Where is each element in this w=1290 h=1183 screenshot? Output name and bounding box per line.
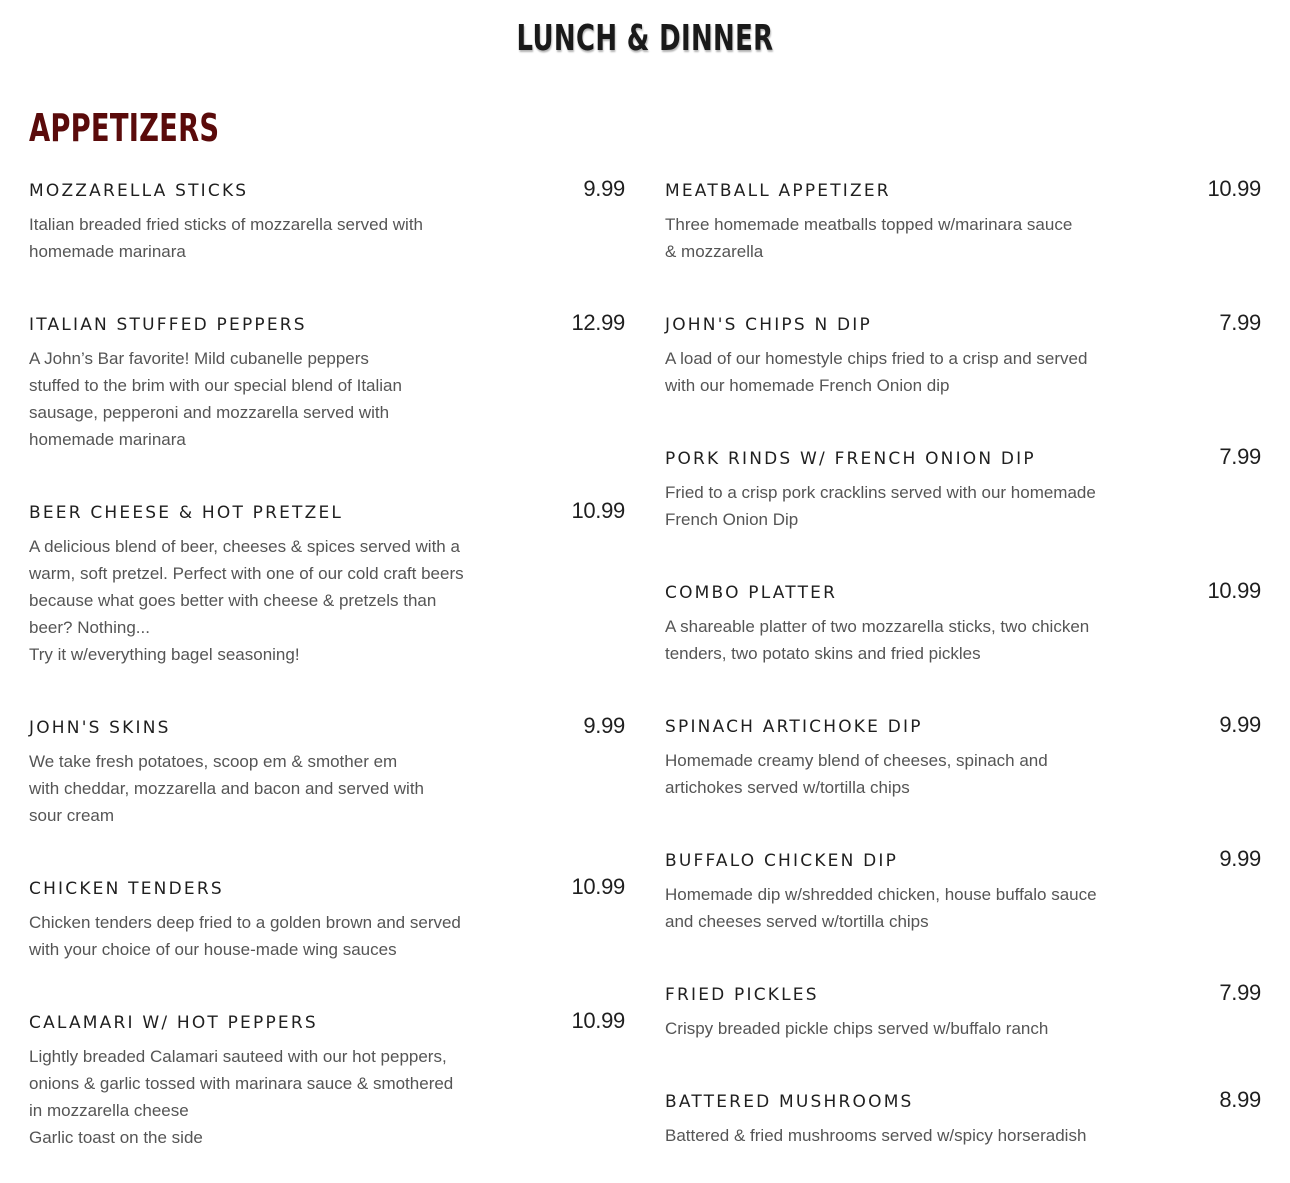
menu-item-name: FRIED PICKLES (665, 985, 819, 1005)
menu-item-description: Homemade creamy blend of cheeses, spinach and artichokes served w/tortilla chips (665, 751, 1048, 797)
menu-item-description: Three homemade meatballs topped w/marinara sauce & mozzarella (665, 215, 1073, 261)
menu-item-name: JOHN'S SKINS (29, 718, 171, 738)
menu-item-header (29, 713, 625, 739)
menu-item-description: Fried to a crisp pork cracklins served with our homemade French Onion Dip (665, 483, 1096, 529)
menu-item-description: We take fresh potatoes, scoop em & smother em with cheddar, mozzarella and bacon and served with sour cream (29, 752, 425, 825)
menu-item (665, 310, 1261, 399)
menu-item-price: 9.99 (583, 176, 625, 201)
menu-item-price: 9.99 (1219, 846, 1261, 871)
menu-item-header (29, 176, 625, 202)
section-title-appetizers: APPETIZERS (29, 106, 220, 150)
menu-item (665, 846, 1261, 935)
page-title: LUNCH & DINNER (516, 18, 774, 59)
menu-item-name: JOHN'S CHIPS N DIP (665, 315, 872, 335)
menu-item-price: 7.99 (1219, 980, 1261, 1005)
menu-item-header (29, 874, 625, 900)
menu-item-name: PORK RINDS W/ FRENCH ONION DIP (665, 449, 1036, 469)
menu-item-price: 7.99 (1219, 444, 1261, 469)
menu-item-description: Battered & fried mushrooms served w/spicy horseradish (665, 1126, 1087, 1145)
menu-item (665, 578, 1261, 667)
menu-item-description: A load of our homestyle chips fried to a crisp and served with our homemade French Onion dip (665, 349, 1088, 395)
menu-item-header (29, 310, 625, 336)
menu-item (665, 980, 1261, 1042)
menu-item (665, 712, 1261, 801)
menu-item-header (665, 578, 1261, 604)
menu-item-header (665, 176, 1261, 202)
menu-item-name: CHICKEN TENDERS (29, 879, 224, 899)
menu-item-description: A delicious blend of beer, cheeses & spices served with a warm, soft pretzel. Perfect with one of our cold craft beers because what goes better with cheese & pretzels than beer? Nothing... Try it w/everything bagel seasoning! (29, 537, 464, 664)
menu-item-price: 9.99 (583, 713, 625, 738)
menu-item-description: A shareable platter of two mozzarella sticks, two chicken tenders, two potato skins and fried pickles (665, 617, 1090, 663)
menu-item (29, 310, 625, 453)
menu-item (29, 498, 625, 668)
menu-item-price: 10.99 (1207, 176, 1261, 201)
menu-item (29, 1008, 625, 1151)
menu-item-name: SPINACH ARTICHOKE DIP (665, 717, 923, 737)
menu-item-price: 10.99 (1207, 578, 1261, 603)
menu-item-name: BATTERED MUSHROOMS (665, 1092, 914, 1112)
menu-item (665, 444, 1261, 533)
menu-item-description: Lightly breaded Calamari sauteed with our hot peppers, onions & garlic tossed with marinara sauce & smothered in mozzarella cheese Garlic toast on the side (29, 1047, 454, 1147)
menu-item-header (665, 1087, 1261, 1113)
menu-item-description: Homemade dip w/shredded chicken, house buffalo sauce and cheeses served w/tortilla chips (665, 885, 1097, 931)
menu-item-name: CALAMARI W/ HOT PEPPERS (29, 1013, 318, 1033)
menu-item-price: 10.99 (571, 498, 625, 523)
menu-item-description: Crispy breaded pickle chips served w/buffalo ranch (665, 1019, 1049, 1038)
menu-item-header (665, 310, 1261, 336)
menu-item (29, 713, 625, 829)
menu-item-header (665, 712, 1261, 738)
menu-item-description: Chicken tenders deep fried to a golden brown and served with your choice of our house-made wing sauces (29, 913, 461, 959)
menu-item (29, 874, 625, 963)
menu-item-header (665, 444, 1261, 470)
menu-item-description: A John’s Bar favorite! Mild cubanelle peppers stuffed to the brim with our special blend of Italian sausage, pepperoni and mozzarella served with homemade marinara (29, 349, 402, 449)
menu-item (665, 176, 1261, 265)
menu-item-name: BUFFALO CHICKEN DIP (665, 851, 899, 871)
menu-item-price: 12.99 (571, 310, 625, 335)
menu-item-price: 10.99 (571, 1008, 625, 1033)
menu-item-name: BEER CHEESE & HOT PRETZEL (29, 503, 344, 523)
menu-item-price: 10.99 (571, 874, 625, 899)
menu-item-name: MEATBALL APPETIZER (665, 181, 891, 201)
menu-item-header (665, 980, 1261, 1006)
menu-item-price: 8.99 (1219, 1087, 1261, 1112)
menu-item-price: 7.99 (1219, 310, 1261, 335)
menu-item (665, 1087, 1261, 1149)
menu-item-name: COMBO PLATTER (665, 583, 838, 603)
menu-item-name: ITALIAN STUFFED PEPPERS (29, 315, 307, 335)
menu-item-name: MOZZARELLA STICKS (29, 181, 249, 201)
menu-item-description: Italian breaded fried sticks of mozzarella served with homemade marinara (29, 215, 424, 261)
menu-item-header (665, 846, 1261, 872)
menu-item-price: 9.99 (1219, 712, 1261, 737)
menu-item (29, 176, 625, 265)
menu-item-header (29, 498, 625, 524)
menu-item-header (29, 1008, 625, 1034)
